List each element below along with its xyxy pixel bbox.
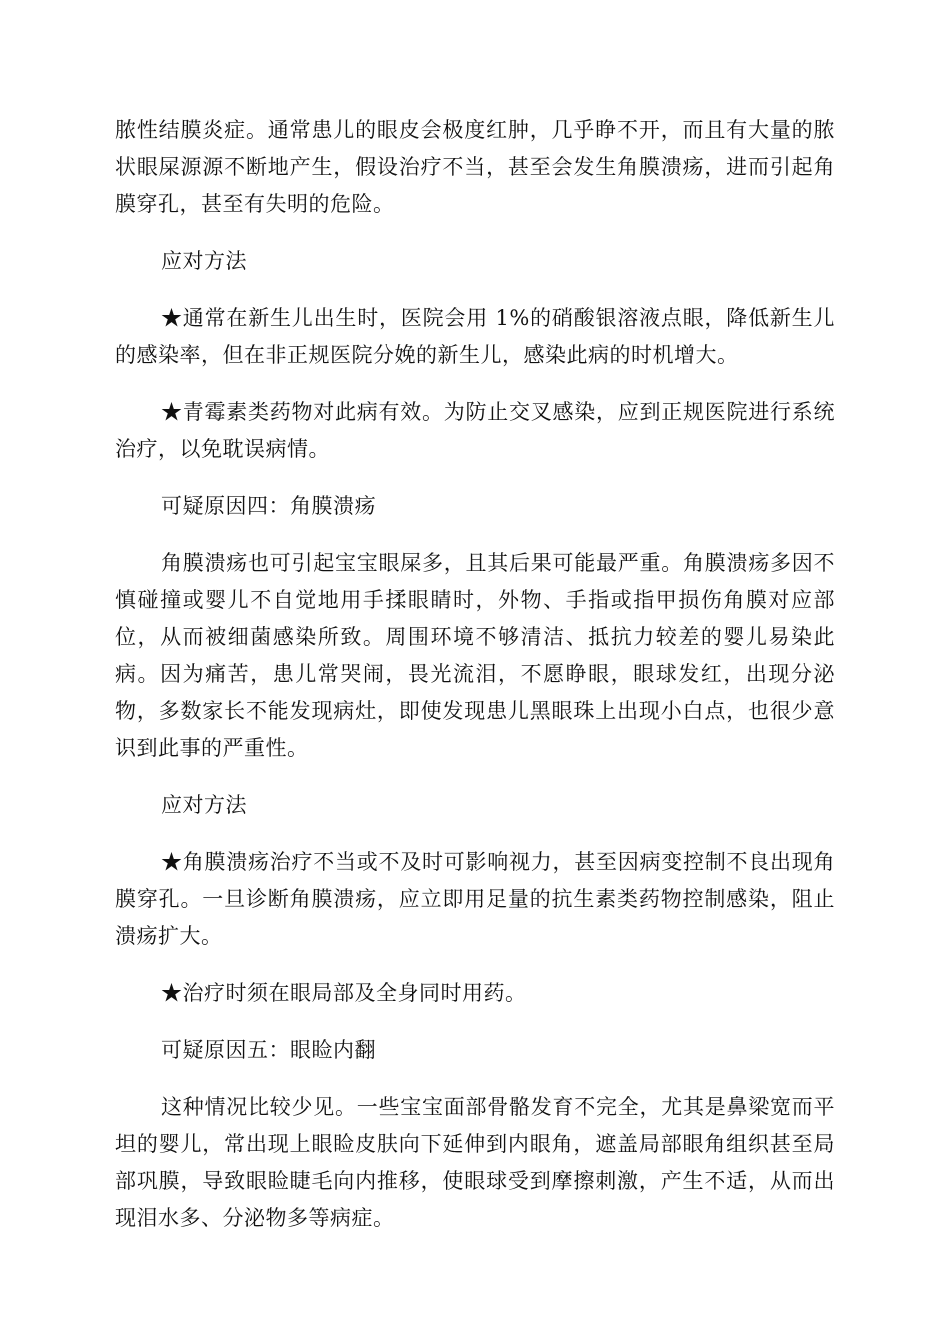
heading-response-method-2: 应对方法 <box>161 793 247 817</box>
heading-cause-five: 可疑原因五：眼睑内翻 <box>161 1038 376 1062</box>
heading-cause-four: 可疑原因四：角膜溃疡 <box>161 494 376 518</box>
paragraph-intro: 脓性结膜炎症。通常患儿的眼皮会极度红肿，几乎睁不开，而且有大量的脓状眼屎源源不断地产生，假设治疗不当，甚至会发生角膜溃疡，进而引起角膜穿孔，甚至有失明的危险。 <box>115 118 835 216</box>
paragraph-corneal-ulcer: 角膜溃疡也可引起宝宝眼屎多，且其后果可能最严重。角膜溃疡多因不慎碰撞或婴儿不自觉地用手揉眼睛时，外物、手指或指甲损伤角膜对应部位，从而被细菌感染所致。周围环境不够清洁、抵抗力较差的婴儿易染此病。因为痛苦，患儿常哭闹，畏光流泪，不愿睁眼，眼球发红，出现分泌物，多数家长不能发现病灶，即使发现患儿黑眼珠上出现小白点，也很少意识到此事的严重性。 <box>115 551 835 760</box>
document-page <box>115 112 835 1237</box>
paragraph-bullet-penicillin: ★青霉素类药物对此病有效。为防止交叉感染，应到正规医院进行系统治疗，以免耽误病情。 <box>115 400 835 461</box>
paragraph-bullet-ulcer-treatment: ★角膜溃疡治疗不当或不及时可影响视力，甚至因病变控制不良出现角膜穿孔。一旦诊断角膜溃疡，应立即用足量的抗生素类药物控制感染，阻止溃疡扩大。 <box>115 850 835 948</box>
paragraph-eyelid-inversion: 这种情况比较少见。一些宝宝面部骨骼发育不完全，尤其是鼻梁宽而平坦的婴儿，常出现上眼睑皮肤向下延伸到内眼角，遮盖局部眼角组织甚至局部巩膜，导致眼睑睫毛向内推移，使眼球受到摩擦刺激，产生不适，从而出现泪水多、分泌物多等病症。 <box>115 1095 835 1230</box>
paragraph-bullet-medication: ★治疗时须在眼局部及全身同时用药。 <box>161 981 527 1005</box>
heading-response-method-1: 应对方法 <box>161 249 247 273</box>
paragraph-bullet-silver-nitrate: ★通常在新生儿出生时，医院会用 1%的硝酸银溶液点眼，降低新生儿的感染率，但在非正规医院分娩的新生儿，感染此病的时机增大。 <box>115 306 835 367</box>
